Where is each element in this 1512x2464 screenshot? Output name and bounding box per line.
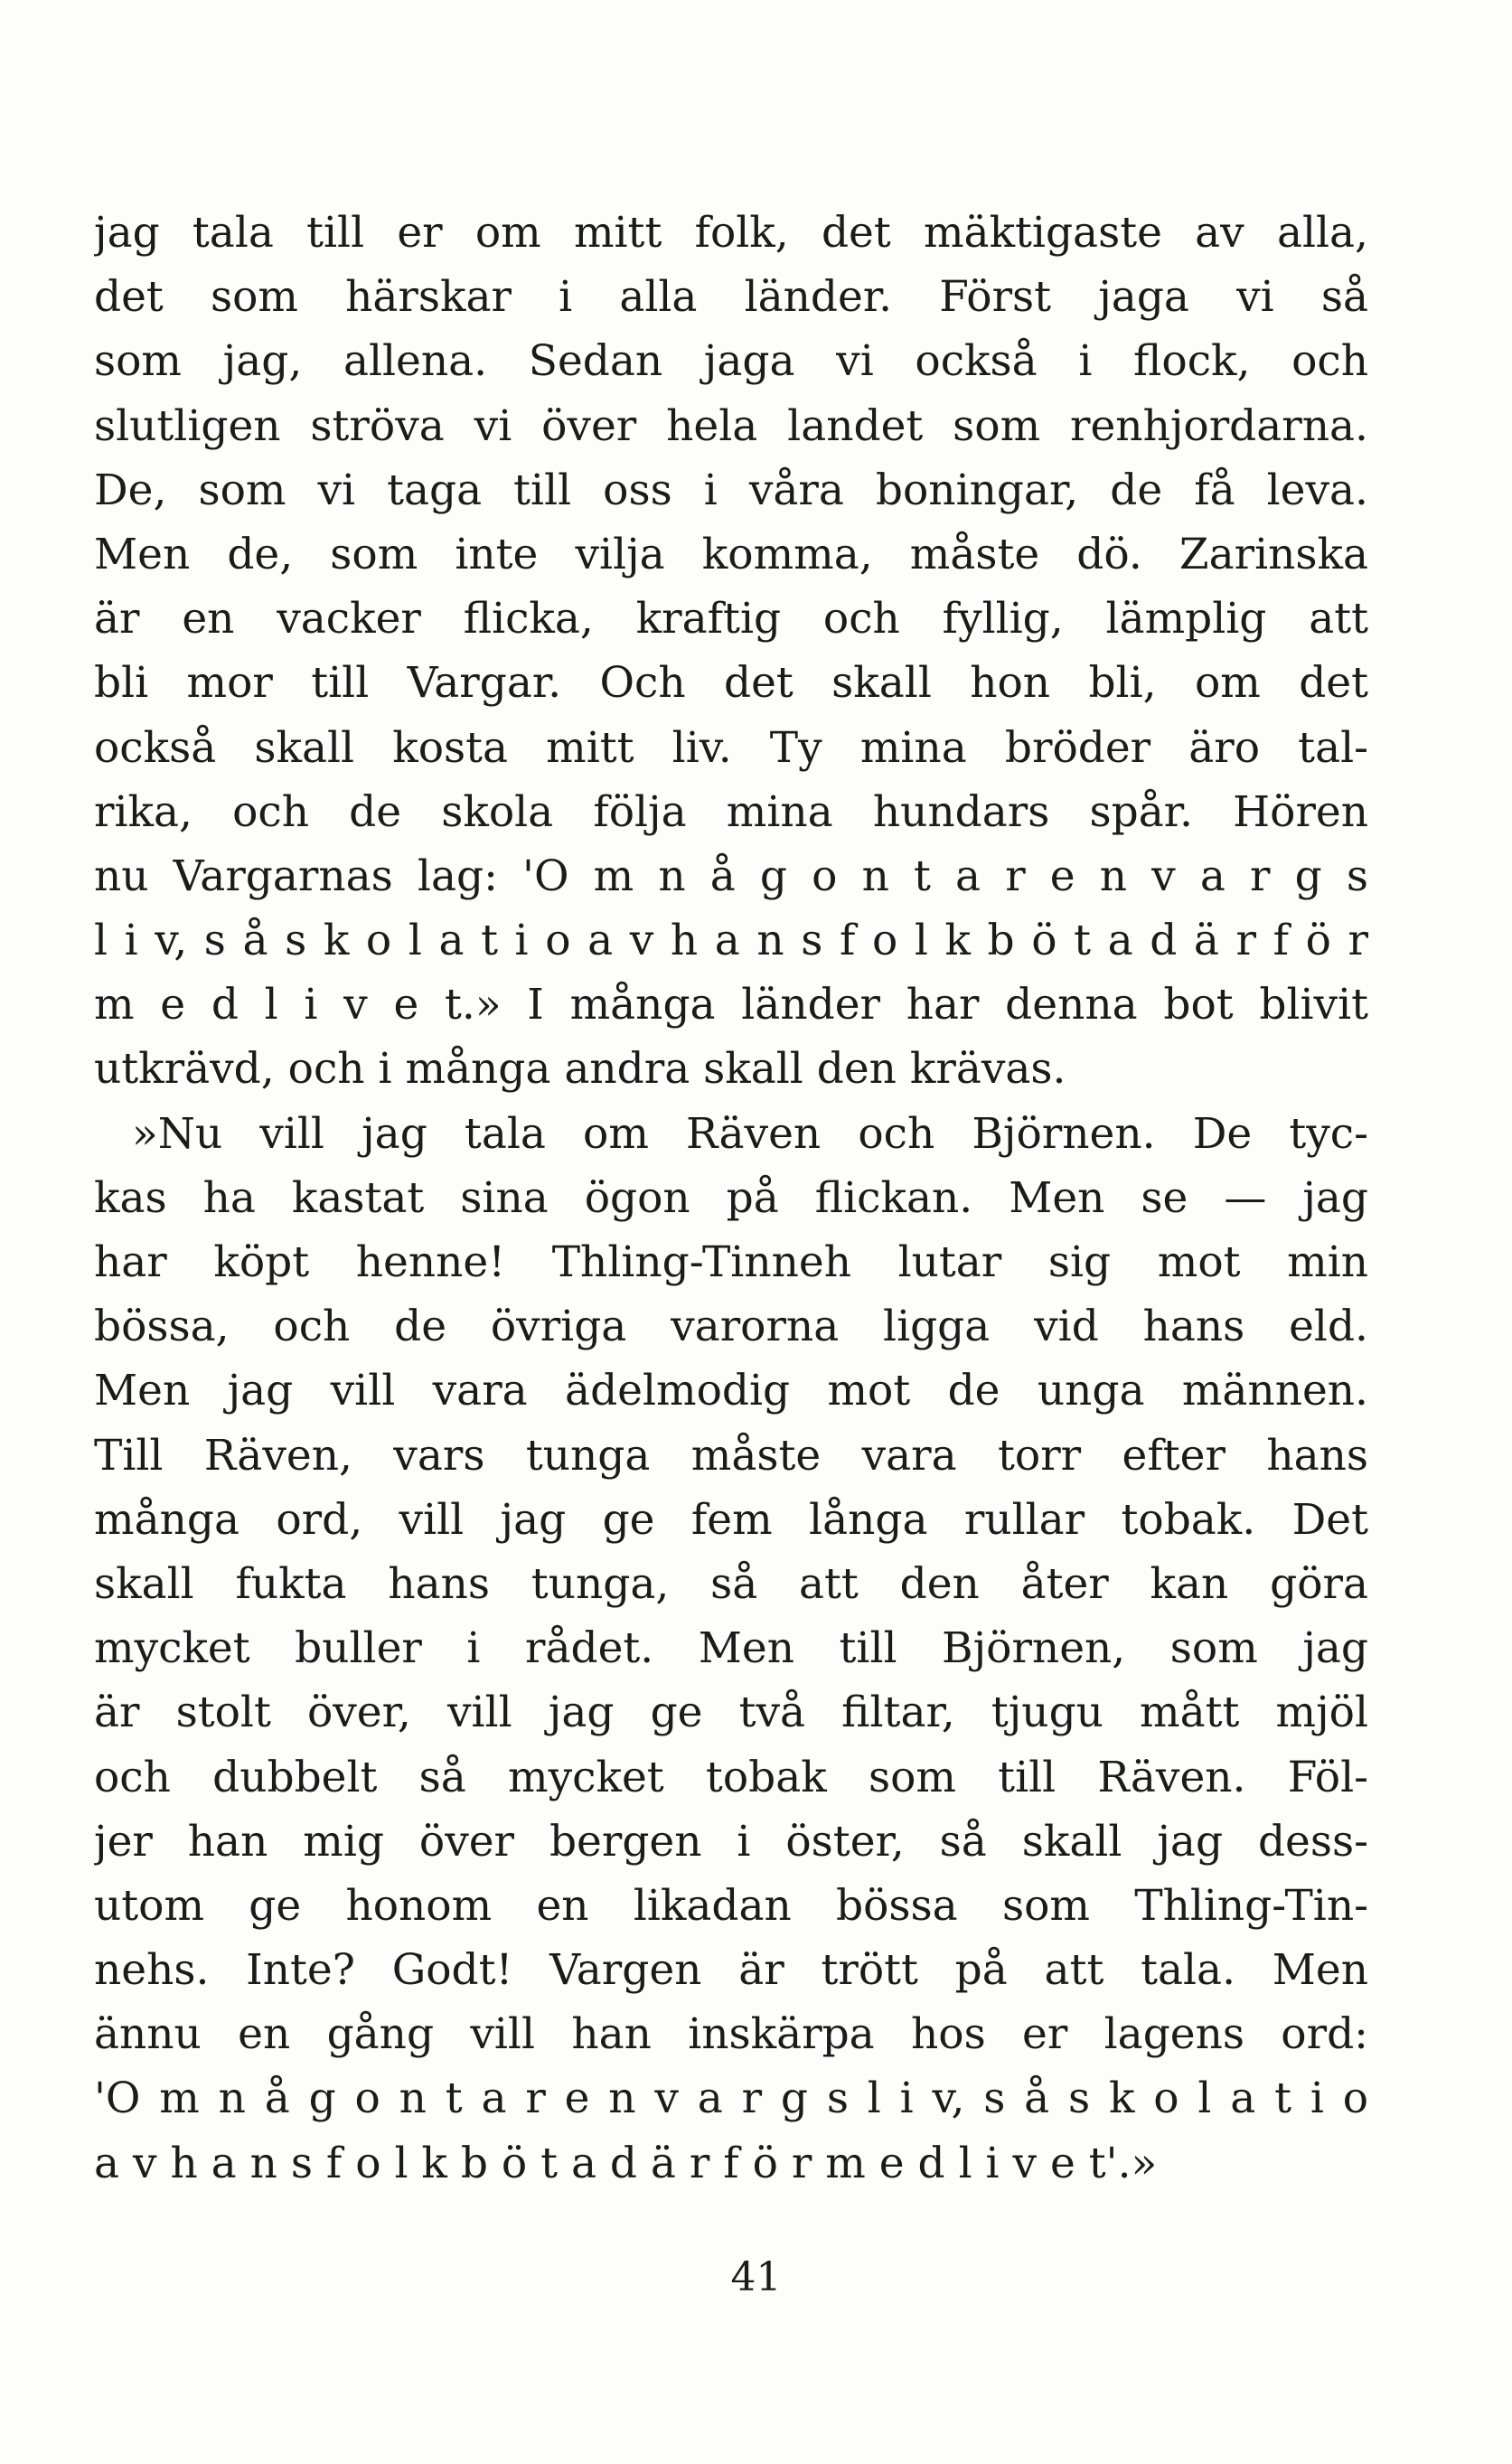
text-line-12: l i v, s å s k o l a t i o a v h a n s f o l k b ö t a d ä r f ö r [94, 916, 1368, 966]
text-line-23: mycket buller i rådet. Men till Björnen, som jag [94, 1623, 1368, 1674]
text-line-6: Men de, som inte vilja komma, måste dö. Zarinska [94, 529, 1368, 579]
text-line-13: m e d l i v e t.» I många länder har denna bot blivit [94, 980, 1368, 1030]
text-line-18: bössa, och de övriga varorna ligga vid hans eld. [94, 1302, 1368, 1352]
text-line-10: rika, och de skola följa mina hundars spår. Hören [94, 786, 1368, 837]
text-line-28: nehs. Inte? Godt! Vargen är trött på att tala. Men [94, 1945, 1368, 1996]
text-line-31: a v h a n s f o l k b ö t a d ä r f ö r m e d l i v e t'.» [94, 2138, 1158, 2188]
text-line-20: Till Räven, vars tunga måste vara torr efter hans [94, 1430, 1368, 1481]
text-line-16: kas ha kastat sina ögon på flickan. Men se — jag [94, 1172, 1368, 1223]
text-line-25: och dubbelt så mycket tobak som till Räven. Föl- [94, 1752, 1368, 1802]
text-line-1: jag tala till er om mitt folk, det mäktigaste av alla, [94, 208, 1368, 258]
text-line-27: utom ge honom en likadan bössa som Thling-Tin- [94, 1880, 1368, 1931]
text-line-26: jer han mig över bergen i öster, så skall jag dess- [94, 1816, 1368, 1867]
text-line-9: också skall kosta mitt liv. Ty mina bröder äro tal- [94, 722, 1368, 773]
text-line-30: 'O m n å g o n t a r e n v a r g s l i v, s å s k o l a t i o [94, 2074, 1368, 2124]
text-line-15: »Nu vill jag tala om Räven och Björnen. De tyc- [132, 1108, 1368, 1159]
text-line-3: som jag, allena. Sedan jaga vi också i flock, och [94, 336, 1368, 387]
text-line-11: nu Vargarnas lag: 'O m n å g o n t a r e n v a r g s [94, 851, 1368, 901]
text-line-14: utkrävd, och i många andra skall den krävas. [94, 1044, 1066, 1095]
text-line-19: Men jag vill vara ädelmodig mot de unga männen. [94, 1366, 1368, 1416]
text-line-29: ännu en gång vill han inskärpa hos er lagens ord: [94, 2009, 1368, 2060]
text-line-5: De, som vi taga till oss i våra boningar, de få leva. [94, 465, 1368, 515]
text-line-17: har köpt henne! Thling-Tinneh lutar sig mot min [94, 1237, 1368, 1287]
text-line-4: slutligen ströva vi över hela landet som renhjordarna. [94, 400, 1368, 451]
page-number: 41 [730, 2254, 782, 2300]
text-line-7: är en vacker flicka, kraftig och fyllig, lämplig att [94, 594, 1368, 644]
text-line-24: är stolt över, vill jag ge två filtar, tjugu mått mjöl [94, 1688, 1368, 1738]
text-line-8: bli mor till Vargar. Och det skall hon bli, om det [94, 658, 1368, 709]
text-line-21: många ord, vill jag ge fem långa rullar tobak. Det [94, 1494, 1368, 1545]
body-text [94, 201, 1368, 2196]
text-line-22: skall fukta hans tunga, så att den åter kan göra [94, 1558, 1368, 1609]
text-line-2: det som härskar i alla länder. Först jaga vi så [94, 272, 1368, 323]
